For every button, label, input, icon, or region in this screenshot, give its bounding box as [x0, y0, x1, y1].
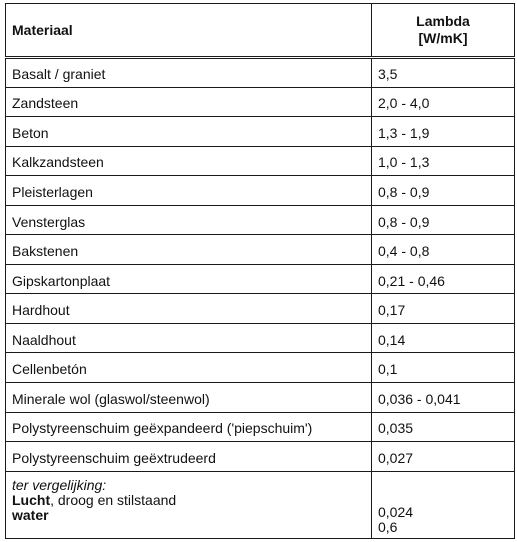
material-cell: Gipskartonplaat	[6, 264, 372, 294]
lambda-table	[5, 3, 515, 539]
table-row	[6, 205, 515, 235]
table-row	[6, 383, 515, 413]
lambda-cell: 0,1	[372, 353, 515, 383]
material-cell: Minerale wol (glaswol/steenwol)	[6, 383, 372, 413]
table-row	[6, 117, 515, 147]
material-cell: Kalkzandsteen	[6, 146, 372, 176]
table-row	[6, 442, 515, 472]
table-row	[6, 58, 515, 88]
lambda-cell: 0,8 - 0,9	[372, 176, 515, 206]
comparison-air-value: 0,024	[378, 504, 414, 520]
table-row	[6, 353, 515, 383]
header-lambda	[372, 4, 515, 58]
lambda-cell: 1,3 - 1,9	[372, 117, 515, 147]
table-row	[6, 323, 515, 353]
table-row	[6, 176, 515, 206]
table-row	[6, 264, 515, 294]
comparison-lambda-cell	[372, 471, 515, 538]
lambda-cell: 2,0 - 4,0	[372, 87, 515, 117]
lambda-cell: 0,036 - 0,041	[372, 383, 515, 413]
lambda-cell: 1,0 - 1,3	[372, 146, 515, 176]
material-cell: Pleisterlagen	[6, 176, 372, 206]
comparison-water-word: water	[12, 506, 49, 523]
lambda-cell: 0,8 - 0,9	[372, 205, 515, 235]
material-cell: Bakstenen	[6, 235, 372, 265]
material-cell: Beton	[6, 117, 372, 147]
lambda-table-container	[5, 3, 514, 539]
header-lambda-unit: [W/mK]	[418, 30, 468, 46]
comparison-material-cell	[6, 471, 372, 538]
lambda-cell: 0,14	[372, 323, 515, 353]
table-row	[6, 235, 515, 265]
material-cell: Polystyreenschuim geëxtrudeerd	[6, 442, 372, 472]
lambda-cell: 0,21 - 0,46	[372, 264, 515, 294]
comparison-air-word: Lucht	[12, 491, 51, 508]
material-cell: Zandsteen	[6, 87, 372, 117]
lambda-cell: 3,5	[372, 58, 515, 88]
lambda-cell: 0,027	[372, 442, 515, 472]
table-row	[6, 294, 515, 324]
material-cell: Basalt / graniet	[6, 58, 372, 88]
comparison-row	[6, 471, 515, 538]
header-material: Materiaal	[6, 4, 372, 58]
lambda-cell: 0,035	[372, 412, 515, 442]
table-row	[6, 87, 515, 117]
comparison-intro: ter vergelijking:	[12, 476, 107, 493]
table-row	[6, 412, 515, 442]
material-cell: Cellenbetón	[6, 353, 372, 383]
comparison-air-line	[12, 493, 365, 508]
comparison-air-rest: , droog en stilstaand	[50, 491, 177, 508]
lambda-cell: 0,17	[372, 294, 515, 324]
material-cell: Hardhout	[6, 294, 372, 324]
table-header-row	[6, 4, 515, 58]
header-lambda-title: Lambda	[416, 13, 470, 29]
material-cell: Vensterglas	[6, 205, 372, 235]
table-row	[6, 146, 515, 176]
comparison-water-value: 0,6	[378, 519, 398, 535]
material-cell: Naaldhout	[6, 323, 372, 353]
lambda-cell: 0,4 - 0,8	[372, 235, 515, 265]
material-cell: Polystyreenschuim geëxpandeerd ('piepschuim')	[6, 412, 372, 442]
